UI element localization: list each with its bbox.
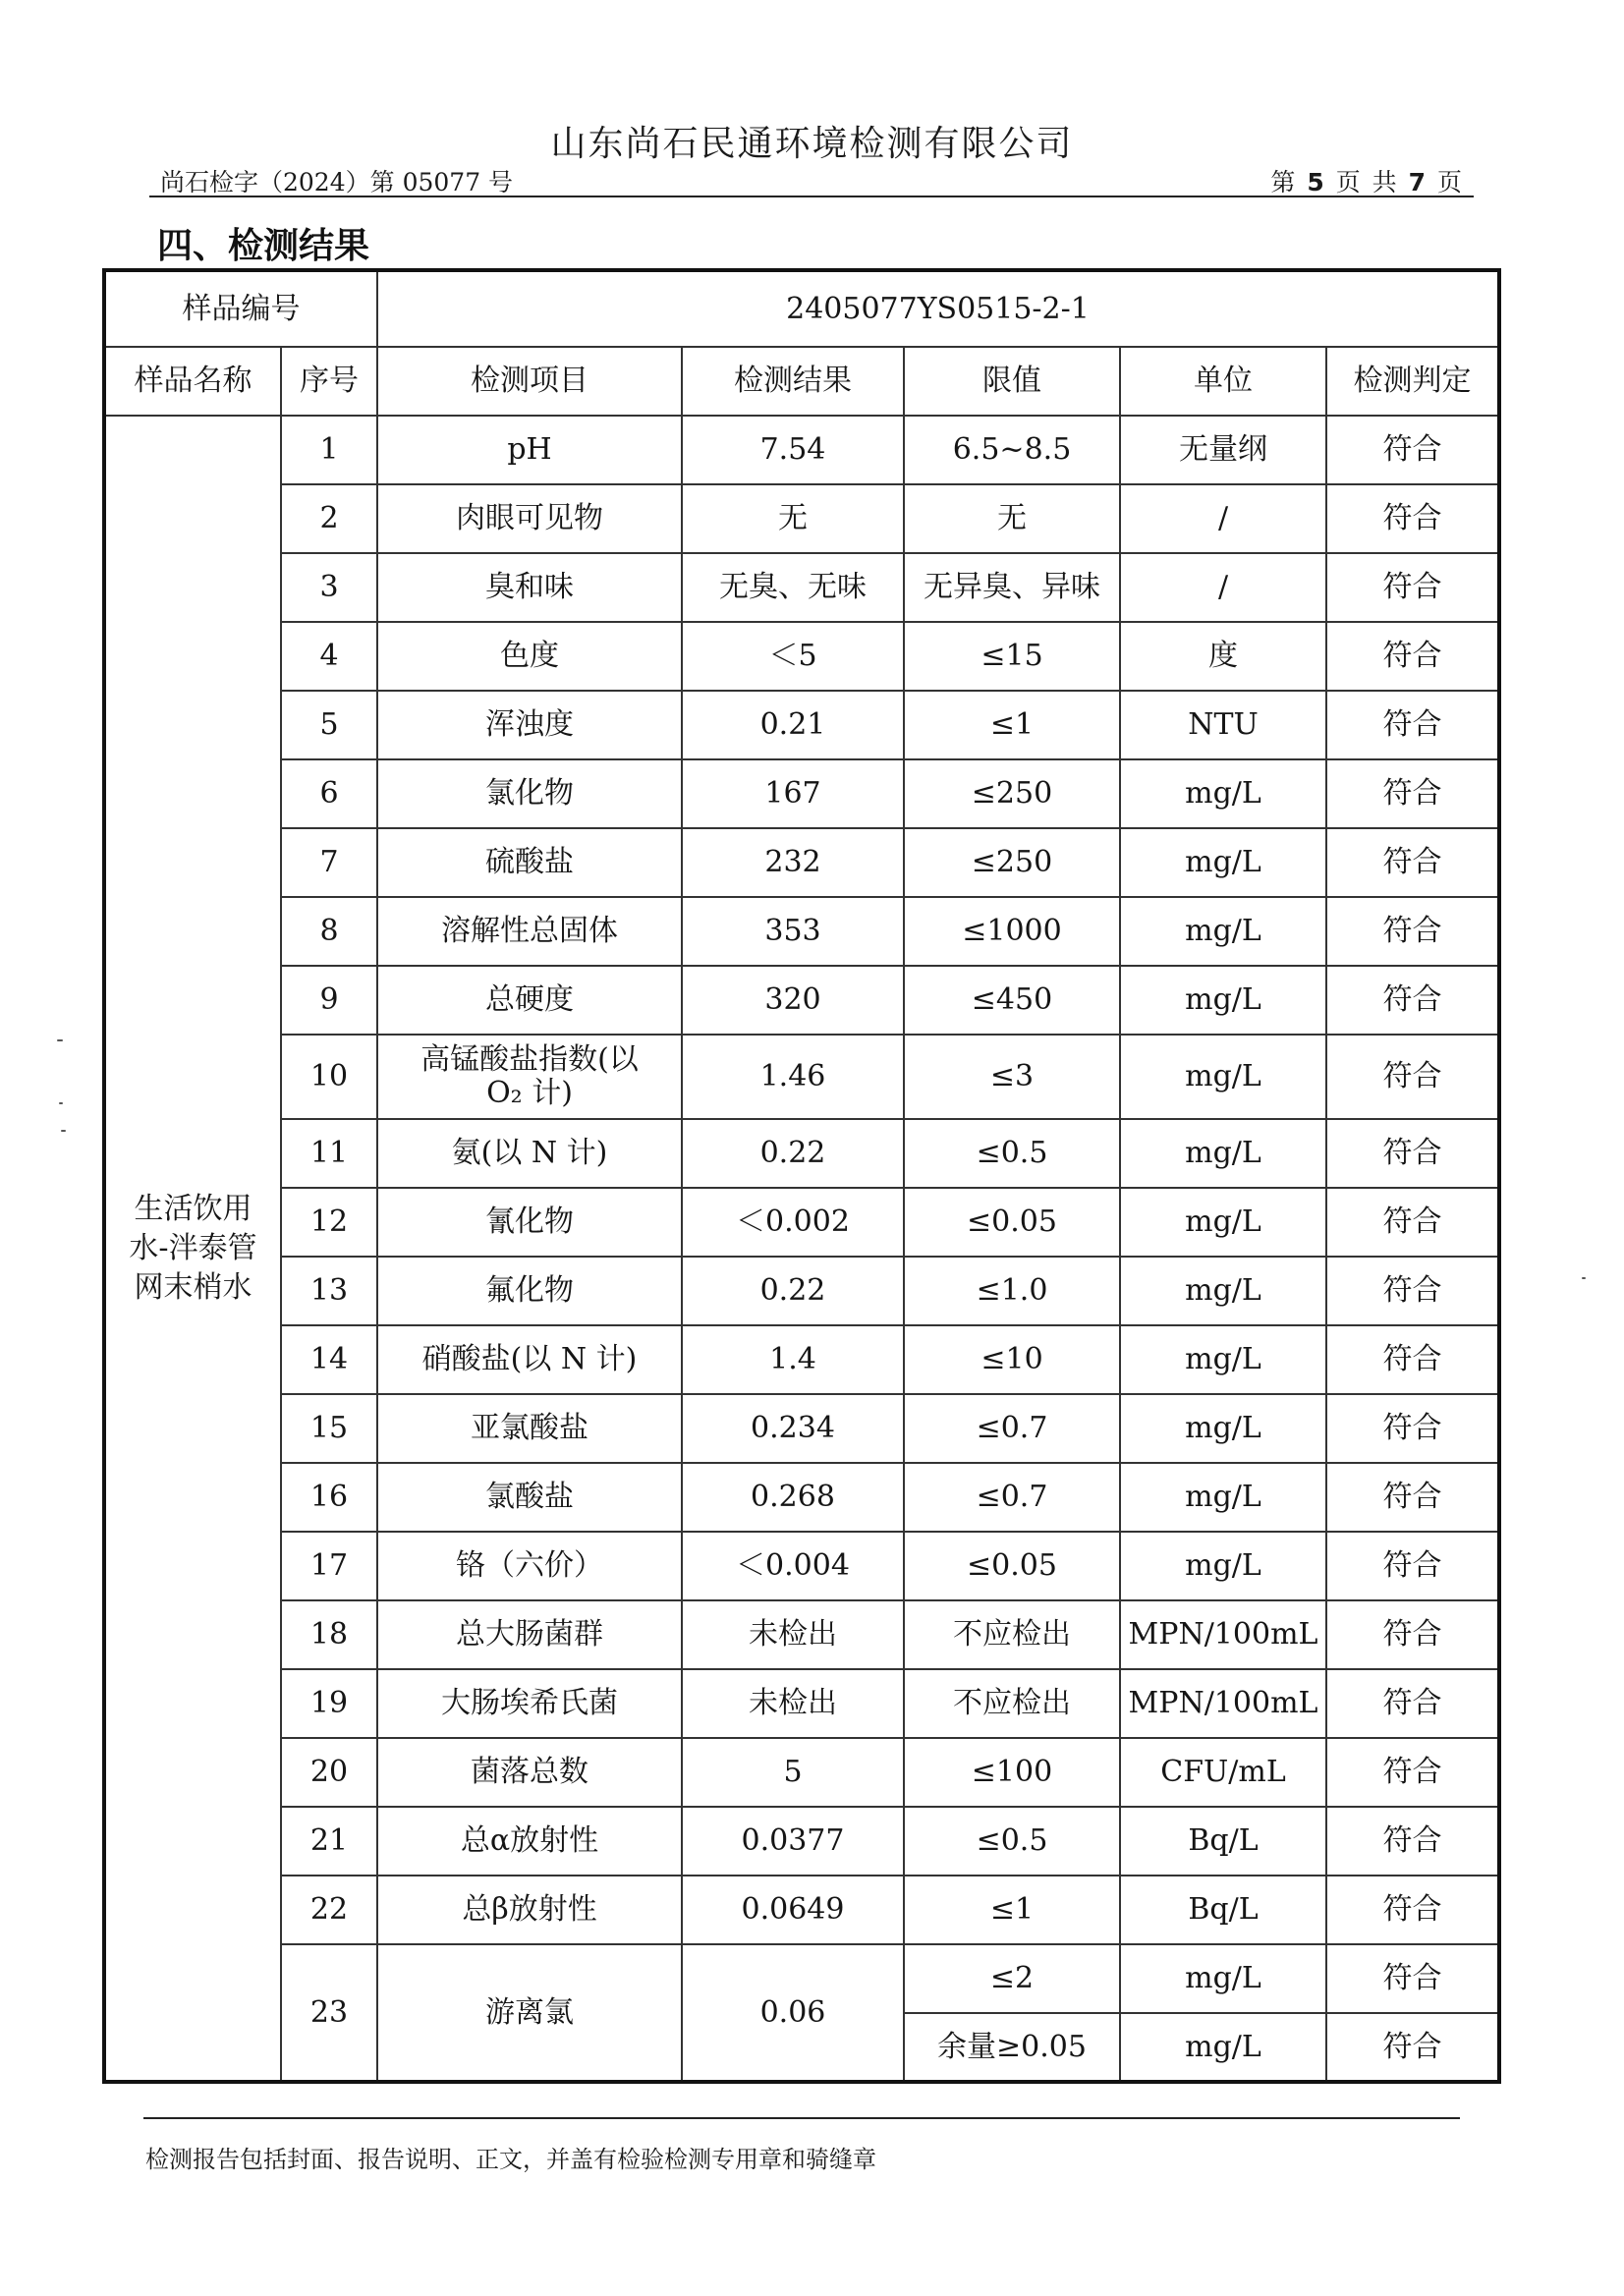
row-unit: mg/L: [1120, 1394, 1326, 1463]
results-table: [102, 268, 1501, 2084]
row-limit: ≤0.5: [904, 1807, 1120, 1876]
row-serial: 22: [281, 1876, 377, 1944]
row-item: pH: [377, 416, 682, 484]
table-row: [104, 622, 1499, 691]
row-item: 总β放射性: [377, 1876, 682, 1944]
row-result: 353: [682, 897, 904, 966]
table-row: [104, 1035, 1499, 1119]
scan-speck: [1582, 1277, 1586, 1279]
row-serial: 6: [281, 759, 377, 828]
row-serial: 21: [281, 1807, 377, 1876]
table-row: [104, 691, 1499, 759]
sample-id-value: 2405077YS0515-2-1: [377, 270, 1499, 347]
row-unit: mg/L: [1120, 1119, 1326, 1188]
row-result: 0.22: [682, 1257, 904, 1325]
row-item: 总α放射性: [377, 1807, 682, 1876]
table-row: [104, 1944, 1499, 2013]
row-item: [377, 1035, 682, 1119]
header-row: [104, 347, 1499, 416]
header-verdict: 检测判定: [1326, 347, 1499, 416]
row-unit: mg/L: [1120, 1257, 1326, 1325]
scan-speck: [59, 1102, 63, 1104]
row-item: 大肠埃希氏菌: [377, 1669, 682, 1738]
table-row: [104, 1738, 1499, 1807]
row-result: 1.46: [682, 1035, 904, 1119]
row-serial: 18: [281, 1600, 377, 1669]
page-suffix: 页: [1436, 168, 1464, 196]
table-row: [104, 1463, 1499, 1532]
row-item: 氨(以 N 计): [377, 1119, 682, 1188]
company-name: 山东尚石民通环境检测有限公司: [550, 124, 1074, 164]
row-unit: mg/L: [1120, 2013, 1326, 2082]
row-limit: ≤1: [904, 691, 1120, 759]
table-row: [104, 828, 1499, 897]
row-verdict: 符合: [1326, 1188, 1499, 1257]
header-test-item: 检测项目: [377, 347, 682, 416]
row-serial: 12: [281, 1188, 377, 1257]
row-limit: ≤100: [904, 1738, 1120, 1807]
row-serial: 19: [281, 1669, 377, 1738]
row-unit: 无量纲: [1120, 416, 1326, 484]
header-serial: 序号: [281, 347, 377, 416]
row-limit: 不应检出: [904, 1600, 1120, 1669]
row-result: ＜0.004: [682, 1532, 904, 1600]
header-result: 检测结果: [682, 347, 904, 416]
row-serial: 11: [281, 1119, 377, 1188]
row-result: 未检出: [682, 1600, 904, 1669]
row-item: 硝酸盐(以 N 计): [377, 1325, 682, 1394]
row-verdict: 符合: [1326, 1257, 1499, 1325]
row-verdict: 符合: [1326, 966, 1499, 1035]
row-verdict: 符合: [1326, 1463, 1499, 1532]
row-unit: CFU/mL: [1120, 1738, 1326, 1807]
row-serial: 15: [281, 1394, 377, 1463]
row-result: 7.54: [682, 416, 904, 484]
row-limit: ≤0.7: [904, 1394, 1120, 1463]
row-result: ＜5: [682, 622, 904, 691]
header-unit: 单位: [1120, 347, 1326, 416]
row-result: 0.268: [682, 1463, 904, 1532]
row-unit: MPN/100mL: [1120, 1600, 1326, 1669]
table-row: [104, 553, 1499, 622]
row-item: 氯化物: [377, 759, 682, 828]
row-limit: 余量≥0.05: [904, 2013, 1120, 2082]
table-row: [104, 1325, 1499, 1394]
row-unit: mg/L: [1120, 828, 1326, 897]
row-verdict: 符合: [1326, 1394, 1499, 1463]
row-item: 浑浊度: [377, 691, 682, 759]
row-verdict: 符合: [1326, 484, 1499, 553]
row-result: 0.22: [682, 1119, 904, 1188]
row-serial: 5: [281, 691, 377, 759]
row-serial: 3: [281, 553, 377, 622]
row-verdict: 符合: [1326, 897, 1499, 966]
table-row: [104, 1807, 1499, 1876]
footer-note: 检测报告包括封面、报告说明、正文，并盖有检验检测专用章和骑缝章: [145, 2146, 876, 2173]
row-verdict: 符合: [1326, 2013, 1499, 2082]
row-verdict: 符合: [1326, 759, 1499, 828]
header-divider: [149, 196, 1474, 197]
row-unit: mg/L: [1120, 759, 1326, 828]
section-title: 四、检测结果: [157, 226, 370, 266]
row-result: 5: [682, 1738, 904, 1807]
row-item: 铬（六价）: [377, 1532, 682, 1600]
row-result: 0.21: [682, 691, 904, 759]
page-prefix: 第: [1270, 168, 1298, 196]
table-row: [104, 1257, 1499, 1325]
row-unit: /: [1120, 553, 1326, 622]
row-result: 320: [682, 966, 904, 1035]
row-serial: 20: [281, 1738, 377, 1807]
row-item: 臭和味: [377, 553, 682, 622]
table-row: [104, 1876, 1499, 1944]
row-limit: 无异臭、异味: [904, 553, 1120, 622]
row-verdict: 符合: [1326, 416, 1499, 484]
row-limit: ≤450: [904, 966, 1120, 1035]
sample-id-row: [104, 270, 1499, 347]
row-unit: /: [1120, 484, 1326, 553]
row-result: 167: [682, 759, 904, 828]
row-unit: mg/L: [1120, 966, 1326, 1035]
row-limit: ≤10: [904, 1325, 1120, 1394]
row-verdict: 符合: [1326, 1600, 1499, 1669]
table-row: [104, 759, 1499, 828]
row-verdict: 符合: [1326, 1876, 1499, 1944]
row-result: 232: [682, 828, 904, 897]
row-serial: 8: [281, 897, 377, 966]
row-limit: ≤3: [904, 1035, 1120, 1119]
row-item: 亚氯酸盐: [377, 1394, 682, 1463]
row-result: 0.06: [682, 1944, 904, 2082]
table-row: [104, 1669, 1499, 1738]
row-result: 未检出: [682, 1669, 904, 1738]
row-result: 无臭、无味: [682, 553, 904, 622]
row-verdict: 符合: [1326, 1807, 1499, 1876]
row-serial: 7: [281, 828, 377, 897]
row-item: 氯酸盐: [377, 1463, 682, 1532]
row-serial: 17: [281, 1532, 377, 1600]
page-indicator: [1270, 163, 1464, 198]
row-verdict: 符合: [1326, 1035, 1499, 1119]
table-row: [104, 897, 1499, 966]
row-unit: NTU: [1120, 691, 1326, 759]
row-limit: ≤0.5: [904, 1119, 1120, 1188]
row-serial: 9: [281, 966, 377, 1035]
row-limit: ≤0.7: [904, 1463, 1120, 1532]
header-sample-name: 样品名称: [104, 347, 281, 416]
row-limit: 无: [904, 484, 1120, 553]
table-row: [104, 1119, 1499, 1188]
header-limit: 限值: [904, 347, 1120, 416]
row-limit: ≤1: [904, 1876, 1120, 1944]
row-item: 溶解性总固体: [377, 897, 682, 966]
table-row: [104, 416, 1499, 484]
row-unit: MPN/100mL: [1120, 1669, 1326, 1738]
row-serial: 10: [281, 1035, 377, 1119]
row-limit: 不应检出: [904, 1669, 1120, 1738]
row-verdict: 符合: [1326, 828, 1499, 897]
row-verdict: 符合: [1326, 1944, 1499, 2013]
row-result: 0.234: [682, 1394, 904, 1463]
sample-id-label: 样品编号: [104, 270, 377, 347]
row-limit: ≤0.05: [904, 1188, 1120, 1257]
footer-divider: [143, 2117, 1460, 2119]
row-unit: Bq/L: [1120, 1807, 1326, 1876]
row-serial: 13: [281, 1257, 377, 1325]
row-verdict: 符合: [1326, 691, 1499, 759]
row-verdict: 符合: [1326, 1119, 1499, 1188]
row-item: 色度: [377, 622, 682, 691]
row-item: 氰化物: [377, 1188, 682, 1257]
row-serial: 2: [281, 484, 377, 553]
row-unit: mg/L: [1120, 1188, 1326, 1257]
table-row: [104, 484, 1499, 553]
row-verdict: 符合: [1326, 553, 1499, 622]
row-item: 硫酸盐: [377, 828, 682, 897]
row-item: 游离氯: [377, 1944, 682, 2082]
row-limit: ≤250: [904, 759, 1120, 828]
row-limit: ≤1000: [904, 897, 1120, 966]
page-current: 5: [1307, 168, 1326, 196]
row-serial: 14: [281, 1325, 377, 1394]
row-result: 0.0377: [682, 1807, 904, 1876]
row-item-line-2: O₂ 计): [486, 1076, 573, 1110]
row-verdict: 符合: [1326, 1669, 1499, 1738]
row-serial: 23: [281, 1944, 377, 2082]
row-unit: 度: [1120, 622, 1326, 691]
table-row: [104, 1600, 1499, 1669]
row-unit: mg/L: [1120, 1463, 1326, 1532]
row-serial: 16: [281, 1463, 377, 1532]
row-verdict: 符合: [1326, 1738, 1499, 1807]
row-verdict: 符合: [1326, 622, 1499, 691]
page-total: 7: [1408, 168, 1428, 196]
row-serial: 1: [281, 416, 377, 484]
table-row: [104, 1532, 1499, 1600]
row-result: 无: [682, 484, 904, 553]
row-item: 氟化物: [377, 1257, 682, 1325]
row-limit: ≤0.05: [904, 1532, 1120, 1600]
row-verdict: 符合: [1326, 1532, 1499, 1600]
row-result: 1.4: [682, 1325, 904, 1394]
row-limit: ≤2: [904, 1944, 1120, 2013]
row-unit: mg/L: [1120, 1325, 1326, 1394]
row-unit: mg/L: [1120, 1532, 1326, 1600]
page-mid: 页 共: [1335, 168, 1399, 196]
row-verdict: 符合: [1326, 1325, 1499, 1394]
row-limit: ≤1.0: [904, 1257, 1120, 1325]
report-number: 尚石检字（2024）第 05077 号: [160, 168, 514, 196]
table-row: [104, 1394, 1499, 1463]
row-unit: Bq/L: [1120, 1876, 1326, 1944]
row-limit: ≤250: [904, 828, 1120, 897]
row-limit: 6.5~8.5: [904, 416, 1120, 484]
table-row: [104, 966, 1499, 1035]
scan-speck: [57, 1039, 63, 1041]
scan-speck: [61, 1130, 66, 1132]
row-unit: mg/L: [1120, 1035, 1326, 1119]
row-result: 0.0649: [682, 1876, 904, 1944]
row-serial: 4: [281, 622, 377, 691]
row-result: ＜0.002: [682, 1188, 904, 1257]
row-item: 肉眼可见物: [377, 484, 682, 553]
row-limit: ≤15: [904, 622, 1120, 691]
row-item-line-1: 高锰酸盐指数(以: [420, 1042, 639, 1077]
row-item: 总硬度: [377, 966, 682, 1035]
row-unit: mg/L: [1120, 1944, 1326, 2013]
sample-name-cell: 生活饮用水-泮泰管网末梢水: [104, 416, 281, 2082]
row-item: 总大肠菌群: [377, 1600, 682, 1669]
row-unit: mg/L: [1120, 897, 1326, 966]
table-row: [104, 1188, 1499, 1257]
row-item: 菌落总数: [377, 1738, 682, 1807]
